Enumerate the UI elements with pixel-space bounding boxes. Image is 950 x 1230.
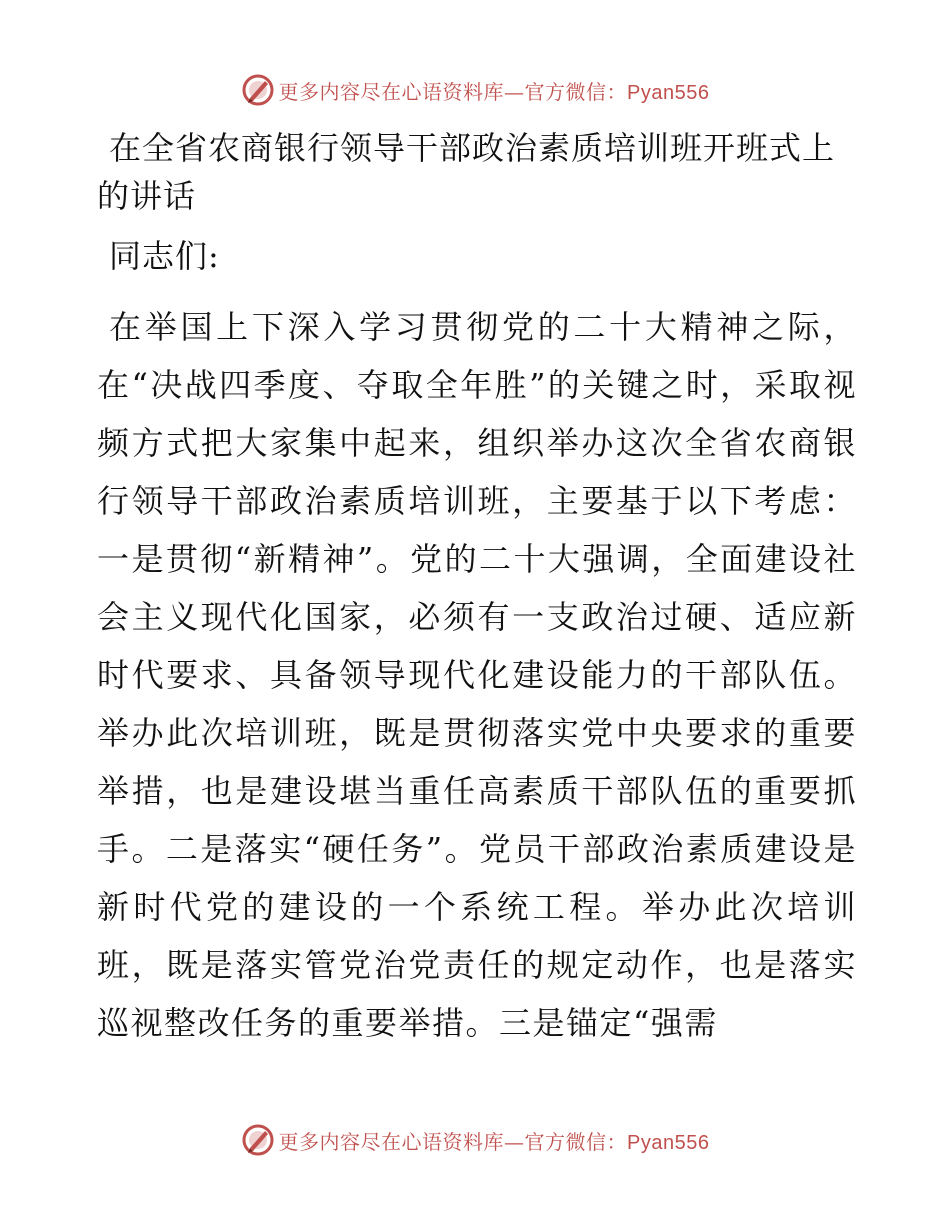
watermark-text: 更多内容尽在心语资料库—官方微信：Pyan556 [278, 79, 710, 104]
pen-circle-logo-icon [241, 1123, 275, 1157]
document-title: 在全省农商银行领导干部政治素质培训班开班式上的讲话 [97, 129, 836, 215]
watermark-text: 更多内容尽在心语资料库—官方微信：Pyan556 [278, 1129, 710, 1154]
greeting: 同志们: [109, 237, 220, 275]
footer-watermark [0, 1120, 950, 1160]
header-watermark [0, 70, 950, 110]
pen-circle-logo-icon [241, 73, 275, 107]
document-body [97, 124, 857, 1052]
body-paragraph: 在举国上下深入学习贯彻党的二十大精神之际，在“决战四季度、夺取全年胜”的关键之时，采取视频方式把大家集中起来，组织举办这次全省农商银行领导干部政治素质培训班，主要基于以下考虑：一是贯彻“新精神”。党的二十大强调，全面建设社会主义现代化国家，必须有一支政治过硬、适应新时代要求、具备领导现代化建设能力的干部队伍。举办此次培训班，既是贯彻落实党中央要求的重要举措，也是建设堪当重任高素质干部队伍的重要抓手。二是落实“硬任务”。党员干部政治素质建设是新时代党的建设的一个系统工程。举办此次培训班，既是落实管党治党责任的规定动作，也是落实巡视整改任务的重要举措。三是锚定“强需 [97, 308, 857, 1042]
